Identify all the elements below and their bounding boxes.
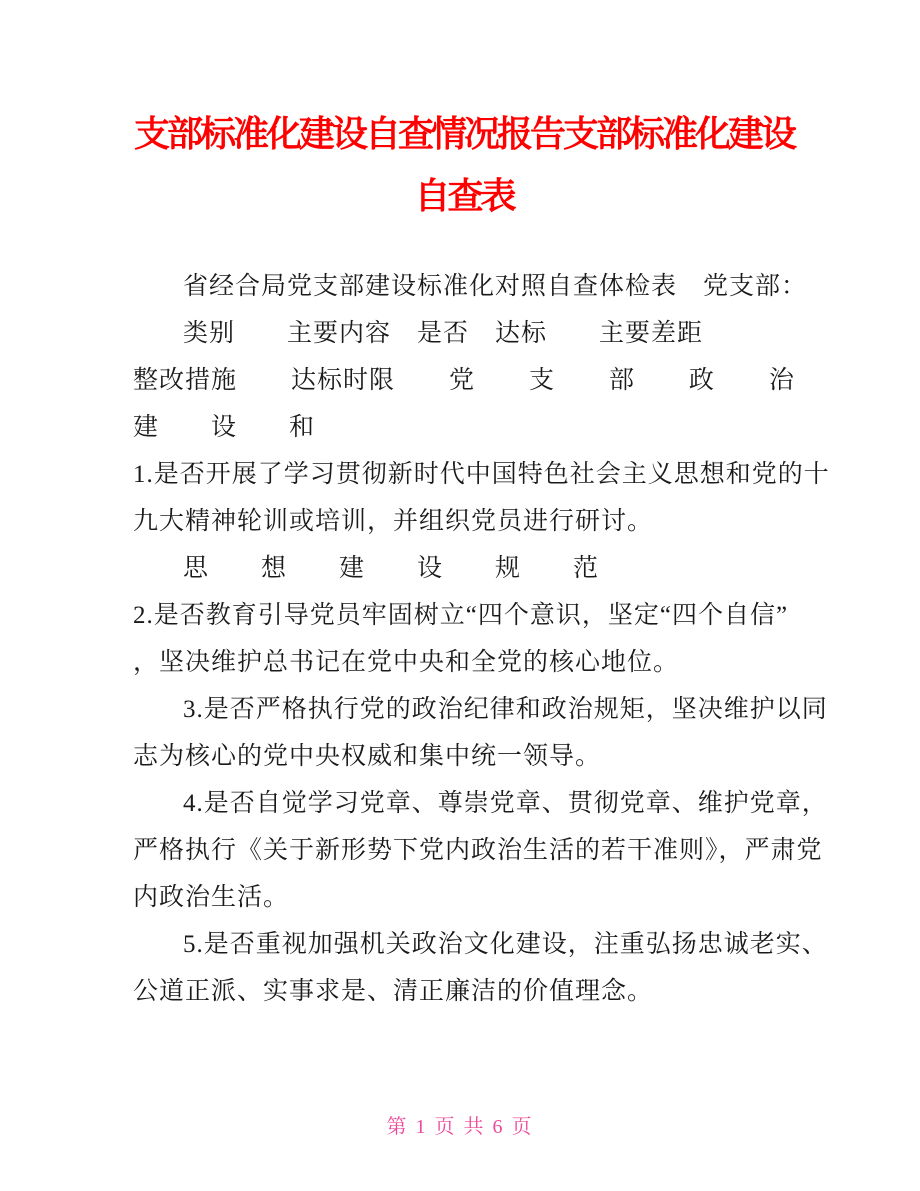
doc-line-segment: 党 <box>448 367 475 394</box>
document-body <box>0 263 920 1015</box>
doc-line: 志为核心的党中央权威和集中统一领导。 <box>133 743 602 770</box>
title-line-1: 支部标准化建设自查情况报告支部标准化建设 <box>133 113 794 154</box>
doc-line: 1.是否开展了学习贯彻新时代中国特色社会主义思想和党的十 <box>133 461 830 488</box>
doc-line: ，坚决维护总书记在党中央和全党的核心地位。 <box>133 649 680 676</box>
doc-line: 5.是否重视加强机关政治文化建设，注重弘扬忠诚老实、 <box>183 931 828 958</box>
doc-line: 九大精神轮训或培训，并组织党员进行研讨。 <box>133 508 654 535</box>
doc-line: 内政治生活。 <box>133 884 290 911</box>
doc-line: 2.是否教育引导党员牢固树立“四个意识，坚定“四个自信” <box>133 602 789 629</box>
page-number-text: 第 1 页 共 6 页 <box>386 1116 534 1138</box>
page-footer <box>0 1110 920 1139</box>
doc-line-segment: 部 <box>608 367 635 394</box>
doc-line: 建 设 和 <box>133 414 316 441</box>
document-title <box>0 103 920 227</box>
doc-line: 严格执行《关于新形势下党内政治生活的若干准则》，严肃党 <box>133 837 823 864</box>
doc-line-segment: 政 <box>688 367 715 394</box>
doc-line: 4.是否自觉学习党章、尊崇党章、贯彻党章、维护党章， <box>183 790 828 817</box>
doc-line: 公道正派、实事求是、清正廉洁的价值理念。 <box>133 978 654 1005</box>
doc-line-segment: 治 <box>768 367 795 394</box>
doc-line-segment: 达标时限 <box>290 367 395 394</box>
doc-line: 类别 主要内容 是否 达标 主要差距 <box>183 320 704 347</box>
title-line-2: 自查表 <box>414 175 514 216</box>
doc-line: 3.是否严格执行党的政治纪律和政治规矩，坚决维护以同 <box>183 696 828 723</box>
doc-line: 省经合局党支部建设标准化对照自查体检表 党支部： <box>183 273 808 300</box>
doc-line: 思 想 建 设 规 范 <box>183 555 600 582</box>
doc-line <box>133 357 795 404</box>
doc-line-segment: 支 <box>528 367 555 394</box>
doc-line-segment: 整改措施 <box>133 367 238 394</box>
